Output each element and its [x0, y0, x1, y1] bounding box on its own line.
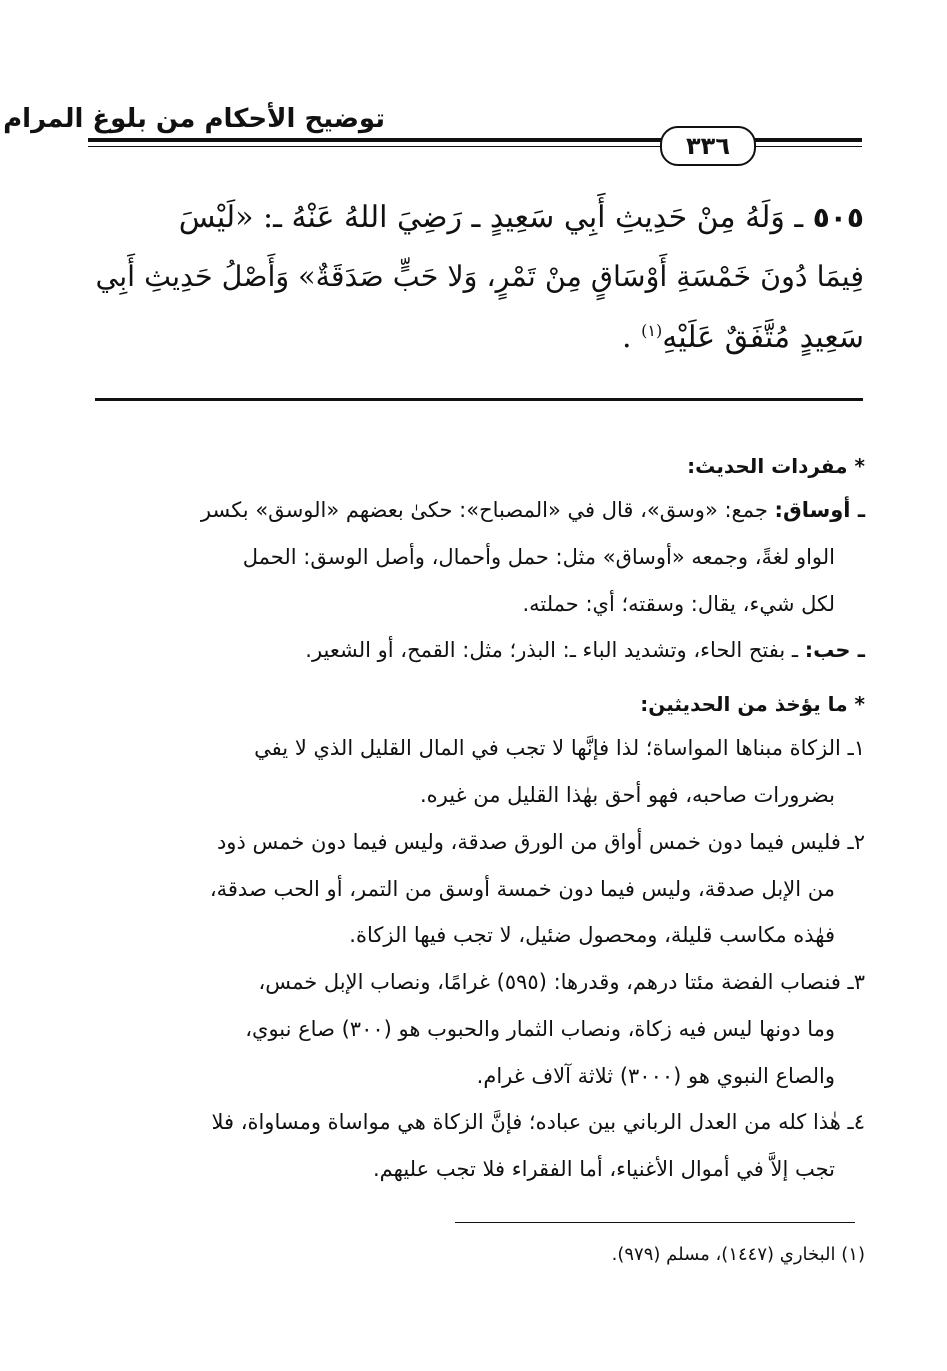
lesson-4-line-2: تجب إلاَّ في أموال الأغنياء، أما الفقراء فلا تجب عليهم. — [373, 1157, 835, 1181]
footnote-rule — [455, 1222, 855, 1223]
footnote-text: (١) البخاري (١٤٤٧)، مسلم (٩٧٩). — [611, 1244, 865, 1265]
vocab-text-2: ـ بفتح الحاء، وتشديد الباء ـ: البذر؛ مثل: القمح، أو الشعير. — [305, 638, 799, 662]
footnote-marker: (١) — [641, 321, 663, 340]
lessons-heading: * ما يؤخذ من الحديثين: — [640, 692, 865, 716]
lesson-3-line-2: وما دونها ليس فيه زكاة، ونصاب الثمار والحبوب هو (٣٠٠) صاع نبوي، — [245, 1017, 835, 1041]
lesson-3-line-1: ٣ـ فنصاب الفضة مئتا درهم، وقدرها: (٥٩٥) غرامًا، ونصاب الإبل خمس، — [258, 970, 865, 994]
vocab-item-1-line-1 — [90, 498, 865, 522]
hadith-line-2: فِيمَا دُونَ خَمْسَةِ أَوْسَاقٍ مِنْ تَمْرٍ، وَلا حَبٍّ صَدَقَةٌ» وَأَصْلُ حَدِيثِ أَبِي — [95, 260, 864, 293]
vocab-text-1: جمع: «وسق»، قال في «المصباح»: حكىٰ بعضهم «الوسق» بكسر — [200, 498, 768, 522]
hadith-line-1 — [84, 200, 864, 235]
lesson-1-line-2: بضرورات صاحبه، فهو أحق بهٰذا القليل من غيره. — [420, 783, 835, 807]
lesson-1-line-1: ١ـ الزكاة مبناها المواساة؛ لذا فإنَّها لا تجب في المال القليل الذي لا يفي — [254, 736, 865, 760]
vocab-heading: * مفردات الحديث: — [687, 454, 865, 478]
hadith-line-3 — [84, 320, 864, 355]
section-divider — [95, 398, 863, 401]
hadith-end: . — [622, 320, 632, 355]
hadith-text-1: ـ وَلَهُ مِنْ حَدِيثِ أَبِي سَعِيدٍ ـ رَضِيَ اللهُ عَنْهُ ـ: «لَيْسَ — [178, 200, 804, 235]
vocab-term-1: ـ أوساق: — [774, 498, 865, 522]
lesson-4-line-1: ٤ـ هٰذا كله من العدل الرباني بين عباده؛ فإنَّ الزكاة هي مواساة ومساواة، فلا — [211, 1110, 865, 1134]
hadith-number: ٥٠٥ — [812, 201, 864, 234]
running-title: توضيح الأحكام من بلوغ المرام — [3, 104, 385, 134]
vocab-item-1-line-3: لكل شيء، يقال: وسقته؛ أي: حملته. — [522, 592, 835, 616]
lesson-2-line-2: من الإبل صدقة، وليس فيما دون خمسة أوسق من التمر، أو الحب صدقة، — [209, 877, 835, 901]
vocab-item-1-line-2: الواو لغةً، وجمعه «أوساق» مثل: حمل وأحمال، وأصل الوسق: الحمل — [242, 545, 835, 569]
hadith-text-3: سَعِيدٍ مُتَّفَقٌ عَلَيْهِ — [662, 320, 864, 355]
lesson-2-line-1: ٢ـ فليس فيما دون خمس أواق من الورق صدقة، وليس فيما دون خمس ذود — [216, 830, 865, 854]
lesson-3-line-3: والصاع النبوي هو (٣٠٠٠) ثلاثة آلاف غرام. — [476, 1064, 835, 1088]
vocab-item-2-line-1 — [90, 638, 865, 662]
vocab-term-2: ـ حب: — [804, 638, 865, 662]
lesson-2-line-3: فهٰذه مكاسب قليلة، ومحصول ضئيل، لا تجب فيها الزكاة. — [349, 923, 835, 947]
page-number: ٣٣٦ — [660, 126, 756, 166]
